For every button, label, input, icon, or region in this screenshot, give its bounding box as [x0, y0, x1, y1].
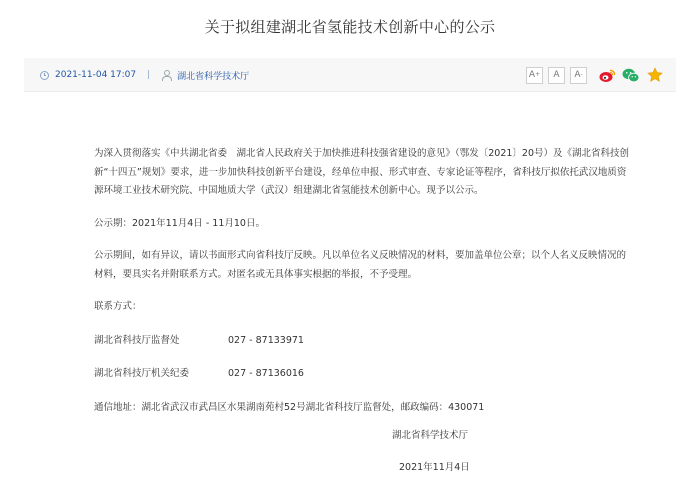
- wechat-icon[interactable]: [622, 66, 640, 84]
- objection-paragraph: 公示期间，如有异议，请以书面形式向省科技厅反映。凡以单位名义反映情况的材料，要加盖单位公章；以个人名义反映情况的材料，要具实名并附联系方式。对匿名或无具体事实根据的举报，不予受理。: [94, 250, 627, 280]
- intro-paragraph: 为深入贯彻落实《中共湖北省委 湖北省人民政府关于加快推进科技强省建设的意见》（鄂发〔2021〕20号）及《湖北省科技创新“十四五”规划》要求，进一步加快科技创新平台建设，经单位申报、形式审查、专家论证等程序，省科技厅拟依托武汉地质资源环境工业技术研究院、中国地质大学（武汉）组建湖北省氢能技术创新中心。现予以公示。: [94, 148, 630, 196]
- meta-separator: |: [147, 70, 151, 80]
- period-paragraph: 公示期：2021年11月4日 - 11月10日。: [94, 217, 265, 229]
- address-line: 通信地址：湖北省武汉市武昌区水果湖南苑村52号湖北省科技厅监督处，邮政编码：430071: [94, 401, 485, 413]
- weibo-icon[interactable]: [598, 66, 616, 84]
- favorite-star-icon[interactable]: [646, 66, 664, 84]
- signature-organization: 湖北省科学技术厅: [392, 430, 469, 441]
- font-default-button[interactable]: A: [548, 67, 565, 84]
- user-icon: [161, 70, 171, 80]
- contact-phone: 027 - 87133971: [228, 334, 304, 346]
- meta-tools: [526, 58, 664, 92]
- contact-name: 湖北省科技厅监督处: [94, 334, 180, 346]
- contact-label: 联系方式：: [94, 301, 142, 312]
- signature-date: 2021年11月4日: [399, 461, 470, 473]
- font-increase-button[interactable]: A +: [526, 67, 543, 84]
- page-title: 关于拟组建湖北省氢能技术创新中心的公示: [204, 18, 496, 36]
- publish-datetime: 2021-11-04 17:07: [55, 70, 137, 80]
- publisher-source[interactable]: 湖北省科学技术厅: [177, 71, 250, 82]
- contact-phone: 027 - 87136016: [228, 368, 304, 379]
- meta-info: [40, 58, 249, 92]
- contact-name: 湖北省科技厅机关纪委: [94, 368, 190, 379]
- article-meta-bar: [24, 58, 676, 92]
- font-decrease-button[interactable]: A -: [570, 67, 587, 84]
- article-body: [94, 145, 634, 477]
- clock-icon: [40, 71, 49, 80]
- contact-row: [94, 332, 634, 351]
- contact-row: [94, 365, 634, 384]
